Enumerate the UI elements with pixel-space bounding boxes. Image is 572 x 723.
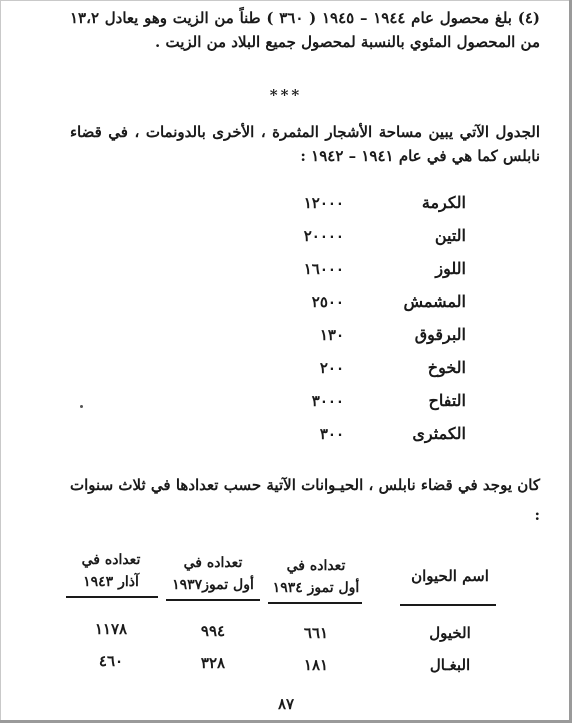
tree-name: التفاح [428, 391, 466, 410]
tree-name: اللوز [435, 259, 466, 278]
header-rule [268, 602, 362, 604]
tree-area: ٢٠٠ [319, 359, 344, 377]
paragraph-fruit-trees-intro: الجدول الآتي يبين مساحة الأشجار المثمرة ، الأخرى بالدونمات ، في قضاء نابلس كما هي في عام ١٩٤١ – ١٩٤٢ : [70, 123, 540, 165]
tree-name: التين [434, 226, 466, 245]
table-cell-1937: ٩٩٤ [200, 622, 226, 640]
tree-name: الخوخ [427, 358, 466, 377]
table-cell-animal: البغـال [429, 656, 471, 674]
header-census-1937-line2: أول تموز١٩٣٧ [172, 577, 254, 593]
scan-speck [80, 405, 83, 408]
table-cell-1943: ٤٦٠ [98, 652, 124, 670]
tree-area: ١٢٠٠٠ [303, 194, 344, 212]
section-separator: *** [269, 86, 303, 104]
tree-name: البرقوق [414, 325, 466, 344]
header-animal-name: اسم الحيوان [411, 567, 489, 585]
header-rule [400, 604, 496, 606]
header-census-1934-line2: أول تموز ١٩٣٤ [272, 580, 360, 596]
tree-name: الكمثرى [412, 424, 466, 443]
header-rule [166, 599, 260, 601]
tree-area: ٢٠٠٠٠ [303, 227, 344, 245]
header-census-1943-line2: آذار ١٩٤٣ [83, 574, 139, 590]
table-cell-1934: ٦٦١ [303, 624, 329, 642]
header-rule [66, 596, 158, 598]
paragraph-oil-yield: (٤) بلغ محصول عام ١٩٤٤ – ١٩٤٥ ( ٣٦٠ ) طناً من الزيت وهو يعادل ١٣،٢ من المحصول المئوي بالنسبة لمحصول جميع البلاد من الزيت . [70, 9, 540, 51]
table-cell-1934: ١٨١ [303, 656, 329, 674]
table-cell-1943: ١١٧٨ [94, 620, 128, 638]
header-census-1937-line1: تعداده في [183, 555, 243, 571]
tree-area: ١٦٠٠٠ [303, 260, 344, 278]
header-census-1943-line1: تعداده في [81, 552, 141, 568]
tree-name: المشمش [403, 292, 466, 311]
tree-area: ٣٠٠٠ [311, 392, 344, 410]
table-cell-animal: الخيول [429, 624, 471, 642]
tree-area: ١٣٠ [319, 326, 344, 344]
page-number: ٨٧ [277, 695, 295, 713]
header-census-1934-line1: تعداده في [286, 558, 346, 574]
table-cell-1937: ٣٢٨ [200, 654, 226, 672]
tree-area: ٣٠٠ [319, 425, 344, 443]
tree-area: ٢٥٠٠ [311, 293, 344, 311]
tree-name: الكرمة [421, 193, 466, 212]
paragraph-animals-intro: كان يوجد في قضاء نابلس ، الحيـوانات الآتية حسب تعدادها في ثلاث سنوات : [70, 476, 540, 524]
